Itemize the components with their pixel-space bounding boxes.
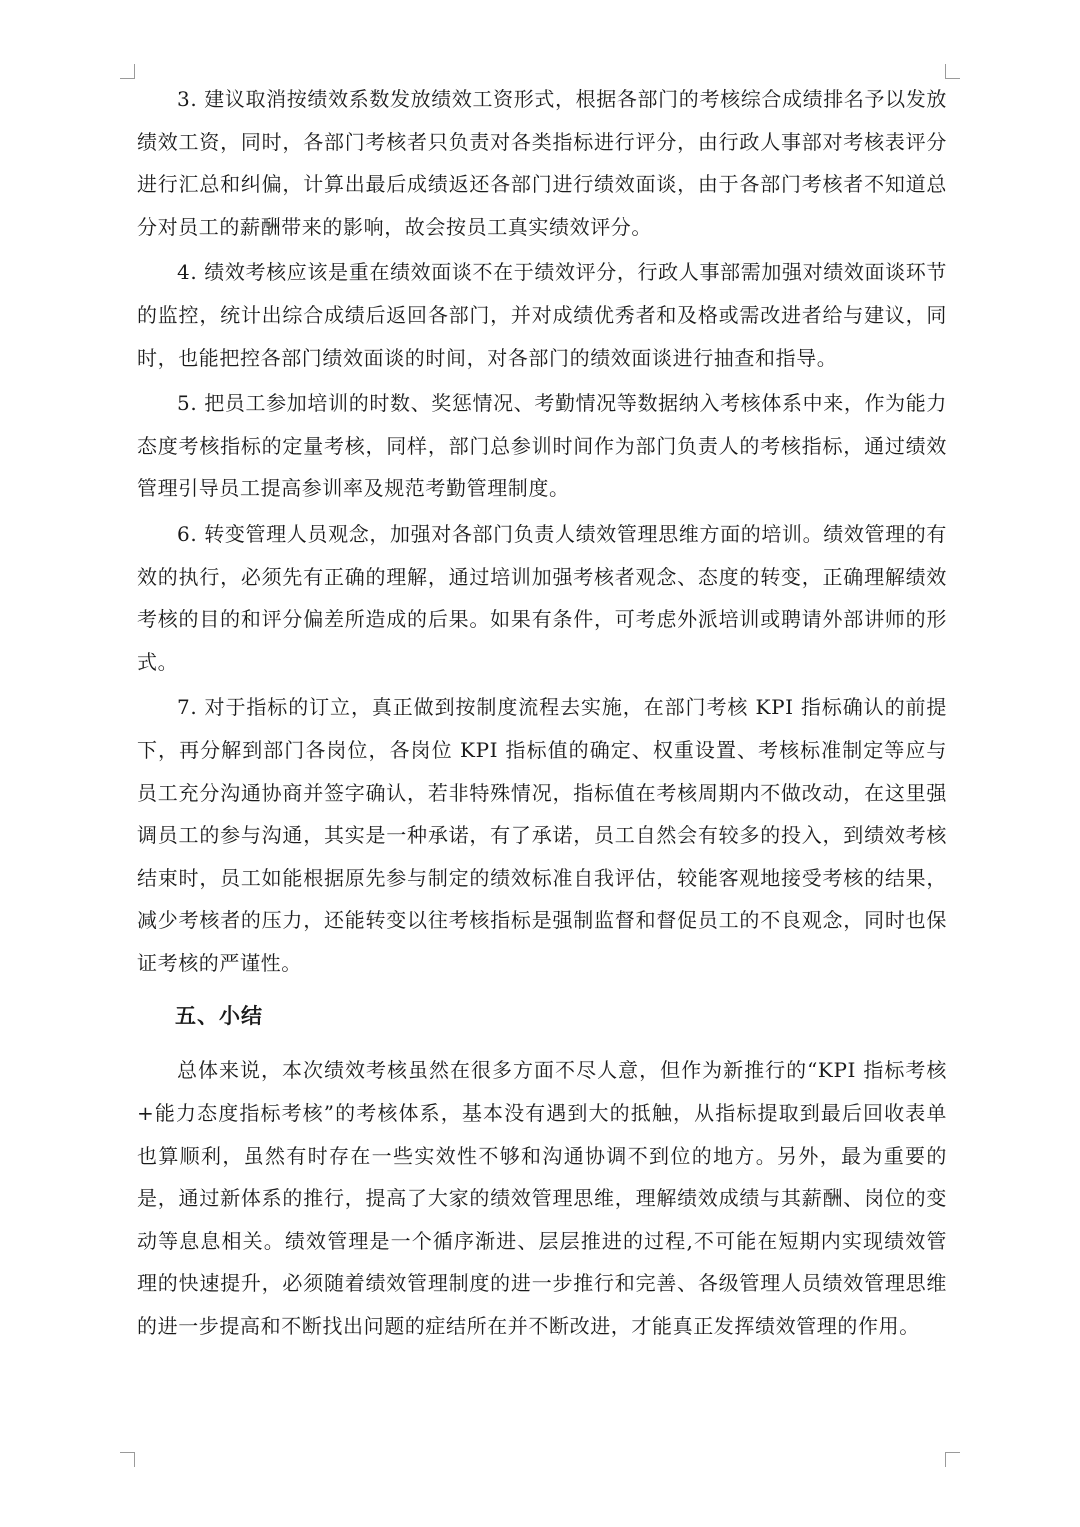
crop-mark-top-left (120, 64, 135, 79)
paragraph-item-7: 7. 对于指标的订立，真正做到按制度流程去实施，在部门考核 KPI 指标确认的前提下，再分解到部门各岗位，各岗位 KPI 指标值的确定、权重设置、考核标准制定等应与员工充分沟通协商并签字确认，若非特殊情况，指标值在考核周期内不做改动，在这里强调员工的参与沟通，其实是一种承诺，有了承诺，员工自然会有较多的投入，到绩效考核结束时，员工如能根据原先参与制定的绩效标准自我评估，较能客观地接受考核的结果，减少考核者的压力，还能转变以往考核指标是强制监督和督促员工的不良观念，同时也保证考核的严谨性。 (137, 695, 947, 975)
crop-mark-bottom-right (945, 1452, 960, 1467)
document-body (137, 78, 947, 1351)
section-heading-summary: 五、小结 (175, 1003, 263, 1029)
crop-mark-top-right (945, 64, 960, 79)
summary-paragraph: 总体来说，本次绩效考核虽然在很多方面不尽人意，但作为新推行的“KPI 指标考核+能力态度指标考核”的考核体系，基本没有遇到大的抵触，从指标提取到最后回收表单也算顺利，虽然有时存在一些实效性不够和沟通协调不到位的地方。另外，最为重要的是，通过新体系的推行，提高了大家的绩效管理思维，理解绩效成绩与其薪酬、岗位的变动等息息相关。绩效管理是一个循序渐进、层层推进的过程,不可能在短期内实现绩效管理的快速提升，必须随着绩效管理制度的进一步推行和完善、各级管理人员绩效管理思维的进一步提高和不断找出问题的症结所在并不断改进，才能真正发挥绩效管理的作用。 (137, 1058, 947, 1339)
paragraph-item-6: 6. 转变管理人员观念，加强对各部门负责人绩效管理思维方面的培训。绩效管理的有效的执行，必须先有正确的理解，通过培训加强考核者观念、态度的转变，正确理解绩效考核的目的和评分偏差所造成的后果。如果有条件，可考虑外派培训或聘请外部讲师的形式。 (137, 521, 947, 674)
paragraph-item-4: 4. 绩效考核应该是重在绩效面谈不在于绩效评分，行政人事部需加强对绩效面谈环节的监控，统计出综合成绩后返回各部门，并对成绩优秀者和及格或需改进者给与建议，同时，也能把控各部门绩效面谈的时间，对各部门的绩效面谈进行抽查和指导。 (137, 260, 947, 370)
crop-mark-bottom-left (120, 1452, 135, 1467)
paragraph-item-3: 3. 建议取消按绩效系数发放绩效工资形式，根据各部门的考核综合成绩排名予以发放绩效工资，同时，各部门考核者只负责对各类指标进行评分，由行政人事部对考核表评分进行汇总和纠偏，计算出最后成绩返还各部门进行绩效面谈，由于各部门考核者不知道总分对员工的薪酬带来的影响，故会按员工真实绩效评分。 (137, 87, 947, 239)
paragraph-item-5: 5. 把员工参加培训的时数、奖惩情况、考勤情况等数据纳入考核体系中来，作为能力态度考核指标的定量考核，同样，部门总参训时间作为部门负责人的考核指标，通过绩效管理引导员工提高参训率及规范考勤管理制度。 (137, 391, 947, 501)
